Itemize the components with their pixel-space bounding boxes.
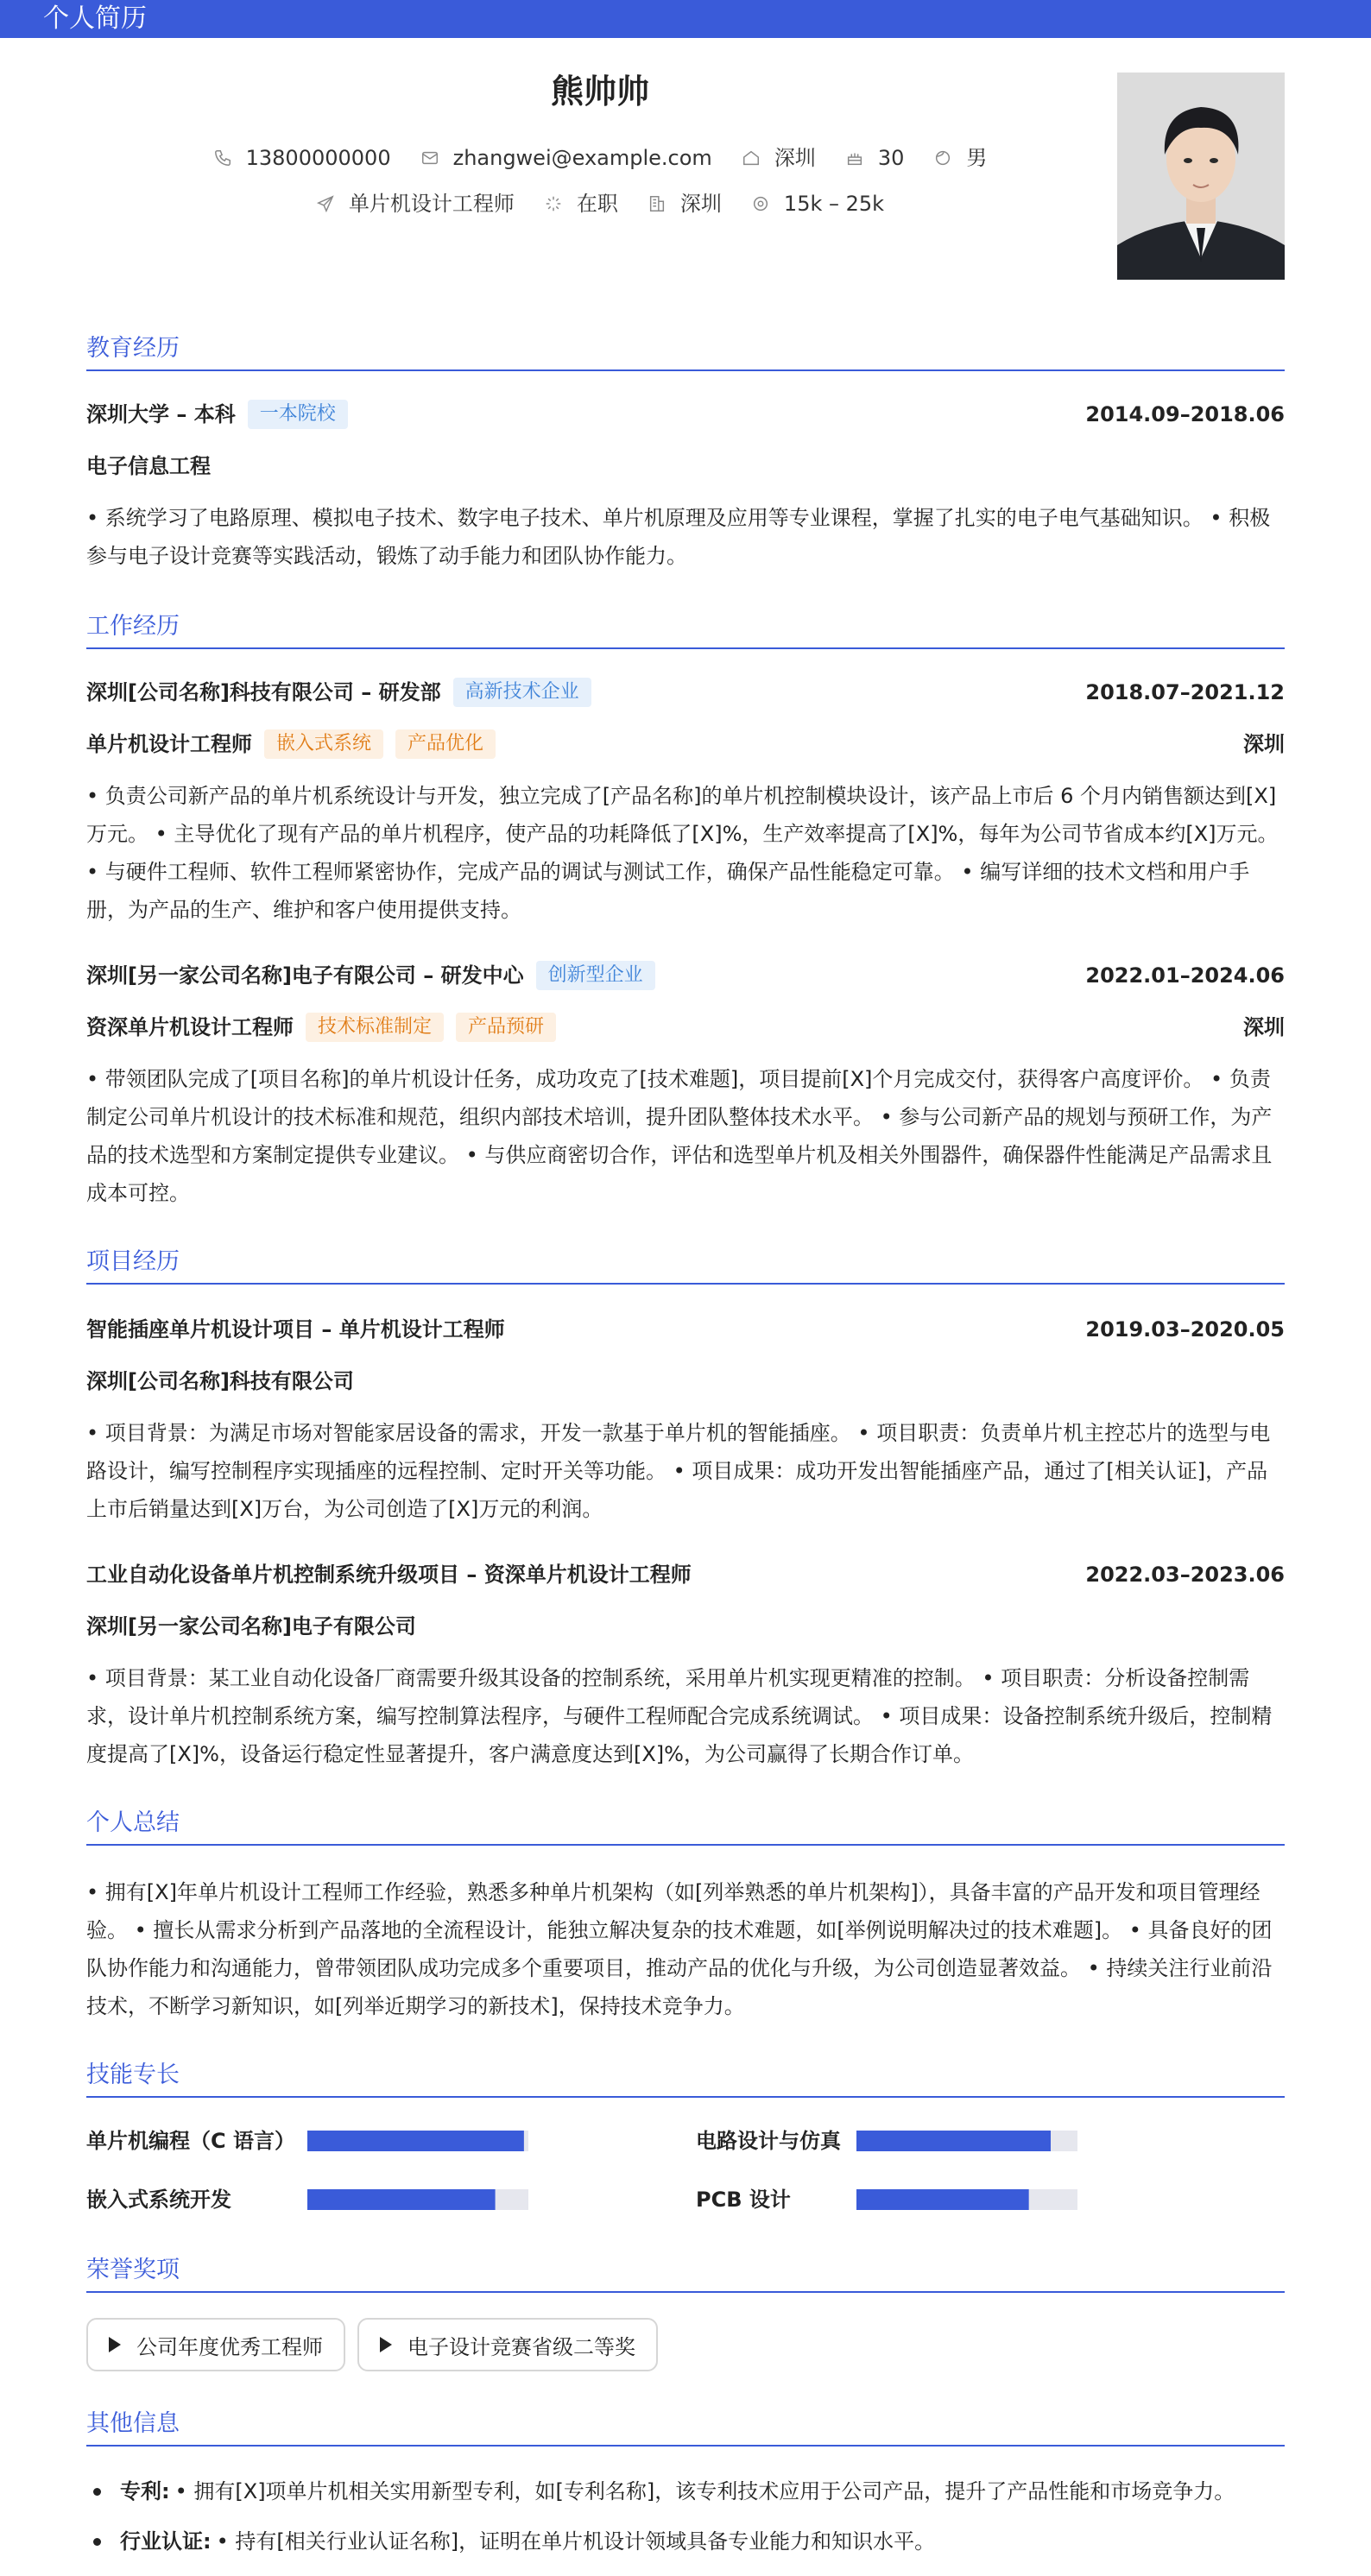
work-1-city: 深圳	[1243, 732, 1285, 756]
award-name: 公司年度优秀工程师	[136, 2334, 323, 2359]
candidate-name: 熊帅帅	[550, 73, 649, 110]
job-status: 在职	[576, 192, 618, 216]
project-1-period: 2019.03–2020.05	[1085, 1317, 1285, 1342]
major-row	[86, 449, 1285, 483]
contact-info-row	[0, 141, 1200, 175]
work-section-title: 工作经历	[86, 609, 1285, 649]
work-2-role-tag: 技术标准制定	[306, 1013, 444, 1042]
top-bar	[0, 0, 1371, 38]
position-info	[316, 186, 515, 221]
skill-label: 单片机编程（C 语言）	[86, 2129, 295, 2153]
phone-number: 13800000000	[245, 146, 391, 170]
skill-bar	[307, 2131, 528, 2151]
award-name: 电子设计竞赛省级二等奖	[408, 2334, 635, 2359]
salary-info	[751, 186, 884, 221]
work-1-header-row	[86, 675, 1285, 710]
education-header-row	[86, 397, 1285, 432]
phone-info	[213, 141, 391, 175]
skill-label: PCB 设计	[696, 2188, 791, 2212]
target-city: 深圳	[679, 192, 722, 216]
play-triangle-icon	[109, 2337, 121, 2352]
education-description: • 系统学习了电路原理、模拟电子技术、数字电子技术、单片机原理及应用等专业课程，掌握了扎实的电子电气基础知识。 • 积极参与电子设计竞赛等实践活动，锻炼了动手能力和团队协作能力。	[86, 506, 1271, 568]
skill-bar-fill	[307, 2189, 496, 2210]
status-info	[544, 186, 618, 221]
other-item-label: 行业认证:	[120, 2529, 212, 2554]
school-name: 深圳大学 – 本科	[86, 402, 236, 426]
work-2-role-row	[86, 1010, 1285, 1045]
skill-bar-fill	[856, 2131, 1051, 2151]
job-info-row	[0, 186, 1200, 221]
other-item-text: • 持有[相关行业认证名称]，证明在单片机设计领域具备专业能力和知识水平。	[216, 2529, 936, 2554]
awards-section-title: 荣誉奖项	[86, 2253, 1285, 2293]
work-1-role-tag: 嵌入式系统	[264, 729, 383, 759]
work-2-period: 2022.01–2024.06	[1085, 963, 1285, 988]
project-2-company-row	[86, 1609, 1285, 1644]
cake-icon	[845, 148, 864, 167]
work-2-company: 深圳[另一家公司名称]电子有限公司 – 研发中心	[86, 963, 524, 988]
skill-label: 嵌入式系统开发	[86, 2188, 231, 2212]
skill-bar	[856, 2131, 1077, 2151]
mail-icon	[420, 148, 439, 167]
project-1-company: 深圳[公司名称]科技有限公司	[86, 1369, 354, 1393]
email-address: zhangwei@example.com	[452, 146, 712, 170]
other-item	[86, 2522, 1285, 2560]
work-1-company-tag: 高新技术企业	[453, 678, 591, 707]
gender: 男	[966, 146, 988, 170]
work-1-role: 单片机设计工程师	[86, 732, 252, 756]
expected-salary: 15k – 25k	[783, 192, 885, 216]
education-period: 2014.09–2018.06	[1085, 402, 1285, 426]
other-section-title: 其他信息	[86, 2407, 1285, 2447]
projects-section-title: 项目经历	[86, 1245, 1285, 1285]
profile-photo	[1117, 73, 1285, 280]
work-2-header-row	[86, 958, 1285, 993]
award-badge	[357, 2318, 658, 2371]
skill-bar	[856, 2189, 1077, 2210]
age: 30	[877, 146, 905, 170]
project-1-company-row	[86, 1364, 1285, 1398]
city-info	[742, 141, 816, 175]
other-item-text: • 拥有[X]项单片机相关实用新型专利，如[专利名称]，该专利技术应用于公司产品，提升了产品性能和市场竞争力。	[174, 2479, 1235, 2503]
work-2-role-tag: 产品预研	[456, 1013, 556, 1042]
major-name: 电子信息工程	[86, 454, 211, 478]
project-2-description: • 项目背景：某工业自动化设备厂商需要升级其设备的控制系统，采用单片机实现更精准的控制。 • 项目职责：分析设备控制需求，设计单片机控制系统方案，编写控制算法程序，与硬件工程师配合完成系统调试。 • 项目成果：设备控制系统升级后，控制精度提高了[X]%，设备运行稳定性显著提升，客户满意度达到[X]%，为公司赢得了长期合作订单。	[86, 1666, 1273, 1766]
work-2-company-tag: 创新型企业	[536, 961, 655, 990]
skill-bar-fill	[856, 2189, 1029, 2210]
project-2-company: 深圳[另一家公司名称]电子有限公司	[86, 1614, 416, 1638]
project-2-name: 工业自动化设备单片机控制系统升级项目 – 资深单片机设计工程师	[86, 1563, 692, 1587]
work-1-role-tag: 产品优化	[395, 729, 496, 759]
project-2-header-row	[86, 1557, 1285, 1592]
work-2-city: 深圳	[1243, 1015, 1285, 1039]
skills-section-title: 技能专长	[86, 2058, 1285, 2098]
summary-description: • 拥有[X]年单片机设计工程师工作经验，熟悉多种单片机架构（如[列举熟悉的单片机架构]），具备丰富的产品开发和项目管理经验。 • 擅长从需求分析到产品落地的全流程设计，能独立解决复杂的技术难题，如[举例说明解决过的技术难题]。 • 具备良好的团队协作能力和沟通能力，曾带领团队成功完成多个重要项目，推动产品的优化与升级，为公司创造显著效益。 • 持续关注行业前沿技术，不断学习新知识，如[列举近期学习的新技术]，保持技术竞争力。	[86, 1880, 1273, 2018]
age-info	[845, 141, 905, 175]
summary-section-title: 个人总结	[86, 1806, 1285, 1846]
play-triangle-icon	[380, 2337, 392, 2352]
project-2-period: 2022.03–2023.06	[1085, 1563, 1285, 1587]
portrait-illustration	[1117, 73, 1285, 280]
target-position: 单片机设计工程师	[348, 192, 515, 216]
work-1-description: • 负责公司新产品的单片机系统设计与开发，独立完成了[产品名称]的单片机控制模块设计，该产品上市后 6 个月内销售额达到[X]万元。 • 主导优化了现有产品的单片机程序，使产品的功耗降低了[X]%，生产效率提高了[X]%，每年为公司节省成本约[X]万元。 • 与硬件工程师、软件工程师紧密协作，完成产品的调试与测试工作，确保产品性能稳定可靠。 • 编写详细的技术文档和用户手册，为产品的生产、维护和客户使用提供支持。	[86, 784, 1279, 922]
award-badge	[86, 2318, 345, 2371]
spinner-icon	[544, 194, 563, 213]
city: 深圳	[774, 146, 816, 170]
project-1-header-row	[86, 1312, 1285, 1347]
phone-icon	[213, 148, 232, 167]
home-icon	[742, 148, 761, 167]
other-item-label: 专利:	[120, 2479, 170, 2503]
skill-bar	[307, 2189, 528, 2210]
education-section-title: 教育经历	[86, 331, 1285, 371]
page-header-title: 个人简历	[43, 3, 147, 34]
gender-info	[933, 141, 987, 175]
coin-icon	[751, 194, 770, 213]
email-info	[420, 141, 712, 175]
work-1-period: 2018.07–2021.12	[1085, 680, 1285, 704]
skill-label: 电路设计与仿真	[696, 2129, 841, 2153]
work-2-role: 资深单片机设计工程师	[86, 1015, 294, 1039]
bullet-dot-icon	[93, 2488, 101, 2496]
send-icon	[316, 194, 335, 213]
target-city-info	[648, 186, 722, 221]
school-tag: 一本院校	[248, 400, 348, 429]
work-1-role-row	[86, 727, 1285, 761]
work-1-company: 深圳[公司名称]科技有限公司 – 研发部	[86, 680, 441, 704]
other-item	[86, 2472, 1285, 2510]
face-icon	[933, 148, 952, 167]
bullet-dot-icon	[93, 2538, 101, 2546]
building-icon	[648, 194, 667, 213]
skill-bar-fill	[307, 2131, 524, 2151]
project-1-description: • 项目背景：为满足市场对智能家居设备的需求，开发一款基于单片机的智能插座。 • 项目职责：负责单片机主控芯片的选型与电路设计，编写控制程序实现插座的远程控制、定时开关等功能。 • 项目成果：成功开发出智能插座产品，通过了[相关认证]，产品上市后销量达到[X]万台，为公司创造了[X]万元的利润。	[86, 1421, 1271, 1521]
work-2-description: • 带领团队完成了[项目名称]的单片机设计任务，成功攻克了[技术难题]，项目提前[X]个月完成交付，获得客户高度评价。 • 负责制定公司单片机设计的技术标准和规范，组织内部技术培训，提升团队整体技术水平。 • 参与公司新产品的规划与预研工作，为产品的技术选型和方案制定提供专业建议。 • 与供应商密切合作，评估和选型单片机及相关外围器件，确保器件性能满足产品需求且成本可控。	[86, 1067, 1273, 1205]
project-1-name: 智能插座单片机设计项目 – 单片机设计工程师	[86, 1317, 505, 1342]
